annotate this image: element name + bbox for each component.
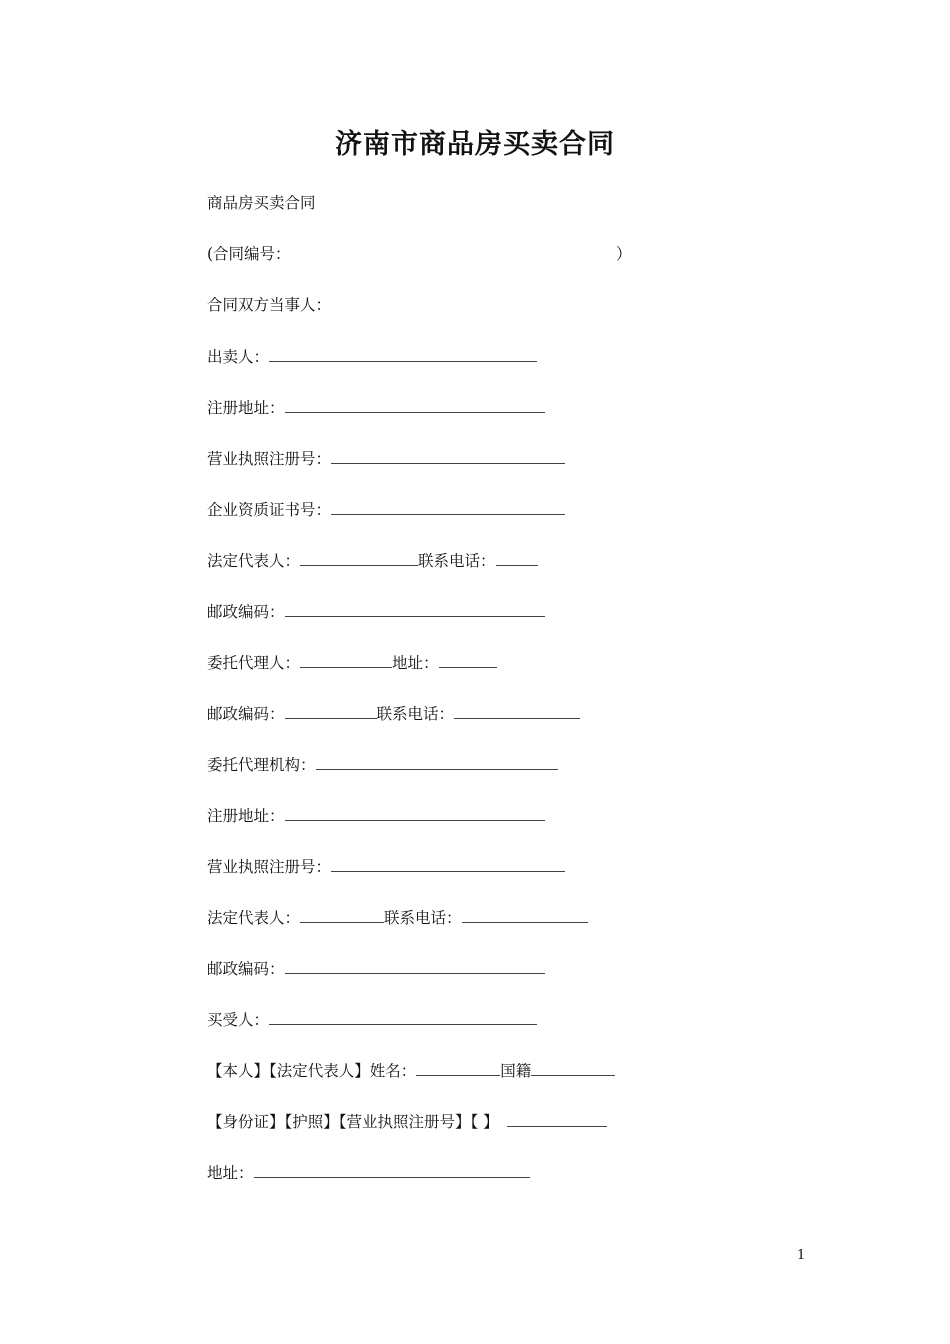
buyer-id-types-label: 【身份证】【护照】【营业执照注册号】【 】	[207, 1113, 499, 1131]
seller-blank[interactable]	[269, 346, 537, 362]
seller-postal-code-line	[207, 601, 545, 622]
seller-registered-address-label: 注册地址：	[207, 399, 285, 417]
seller-agent-postal-blank[interactable]	[285, 703, 377, 719]
buyer-id-types-line	[207, 1111, 607, 1132]
agency-registered-address-blank[interactable]	[285, 805, 545, 821]
seller-agent-line	[207, 652, 497, 673]
seller-legal-rep-label: 法定代表人：	[207, 552, 301, 570]
buyer-name-blank[interactable]	[416, 1060, 500, 1076]
buyer-identity-label: 【本人】【法定代表人】姓名：	[207, 1062, 417, 1080]
seller-contact-phone-label: 联系电话：	[418, 552, 496, 570]
subtitle	[207, 193, 316, 213]
seller-agent-address-label: 地址：	[392, 654, 439, 672]
seller-registered-address-line	[207, 397, 545, 418]
seller-agent-address-blank[interactable]	[439, 652, 497, 668]
seller-agent-blank[interactable]	[300, 652, 392, 668]
agency-contact-phone-blank[interactable]	[462, 907, 588, 923]
contract-number-line	[207, 244, 291, 264]
seller-qualification-blank[interactable]	[331, 499, 565, 515]
document-title: 济南市商品房买卖合同	[335, 129, 615, 160]
seller-postal-code-blank[interactable]	[285, 601, 545, 617]
agency-postal-code-blank[interactable]	[285, 958, 545, 974]
agency-blank[interactable]	[316, 754, 558, 770]
seller-line	[207, 346, 537, 367]
buyer-nationality-label: 国籍	[500, 1062, 532, 1080]
seller-business-license-line	[207, 448, 565, 469]
agency-line	[207, 754, 558, 775]
seller-legal-rep-line	[207, 550, 538, 571]
buyer-address-line	[207, 1162, 530, 1183]
seller-postal-code-label: 邮政编码：	[207, 603, 285, 621]
agency-contact-phone-label: 联系电话：	[384, 909, 462, 927]
buyer-address-label: 地址：	[207, 1164, 254, 1182]
seller-agent-label: 委托代理人：	[207, 654, 301, 672]
parties-heading-text: 合同双方当事人：	[207, 296, 332, 314]
seller-label: 出卖人：	[207, 348, 270, 366]
agency-postal-code-label: 邮政编码：	[207, 960, 285, 978]
seller-legal-rep-blank[interactable]	[300, 550, 418, 566]
buyer-label: 买受人：	[207, 1011, 270, 1029]
contract-number-label: (合同编号：	[207, 245, 291, 263]
agency-registered-address-label: 注册地址：	[207, 807, 285, 825]
agency-legal-rep-blank[interactable]	[300, 907, 384, 923]
agency-registered-address-line	[207, 805, 545, 826]
buyer-blank[interactable]	[269, 1009, 537, 1025]
seller-business-license-label: 营业执照注册号：	[207, 450, 332, 468]
seller-contact-phone-blank[interactable]	[496, 550, 538, 566]
buyer-line	[207, 1009, 537, 1030]
agency-business-license-line	[207, 856, 565, 877]
parties-heading	[207, 295, 331, 315]
seller-agent-postal-line	[207, 703, 580, 724]
agency-postal-code-line	[207, 958, 545, 979]
agency-business-license-label: 营业执照注册号：	[207, 858, 332, 876]
agency-legal-rep-line	[207, 907, 588, 928]
agency-label: 委托代理机构：	[207, 756, 316, 774]
agency-business-license-blank[interactable]	[331, 856, 565, 872]
buyer-nationality-blank[interactable]	[531, 1060, 615, 1076]
contract-number-close-paren: ）	[616, 245, 632, 263]
agency-legal-rep-label: 法定代表人：	[207, 909, 301, 927]
seller-qualification-label: 企业资质证书号：	[207, 501, 332, 519]
seller-registered-address-blank[interactable]	[285, 397, 545, 413]
seller-agent-phone-blank[interactable]	[454, 703, 580, 719]
seller-business-license-blank[interactable]	[331, 448, 565, 464]
subtitle-text: 商品房买卖合同	[207, 194, 316, 212]
seller-agent-postal-label: 邮政编码：	[207, 705, 285, 723]
buyer-address-blank[interactable]	[254, 1162, 530, 1178]
seller-agent-phone-label: 联系电话：	[376, 705, 455, 723]
page-number: 1	[797, 1248, 806, 1263]
buyer-id-number-blank[interactable]	[507, 1111, 607, 1127]
buyer-identity-line	[207, 1060, 615, 1081]
seller-qualification-line	[207, 499, 565, 520]
